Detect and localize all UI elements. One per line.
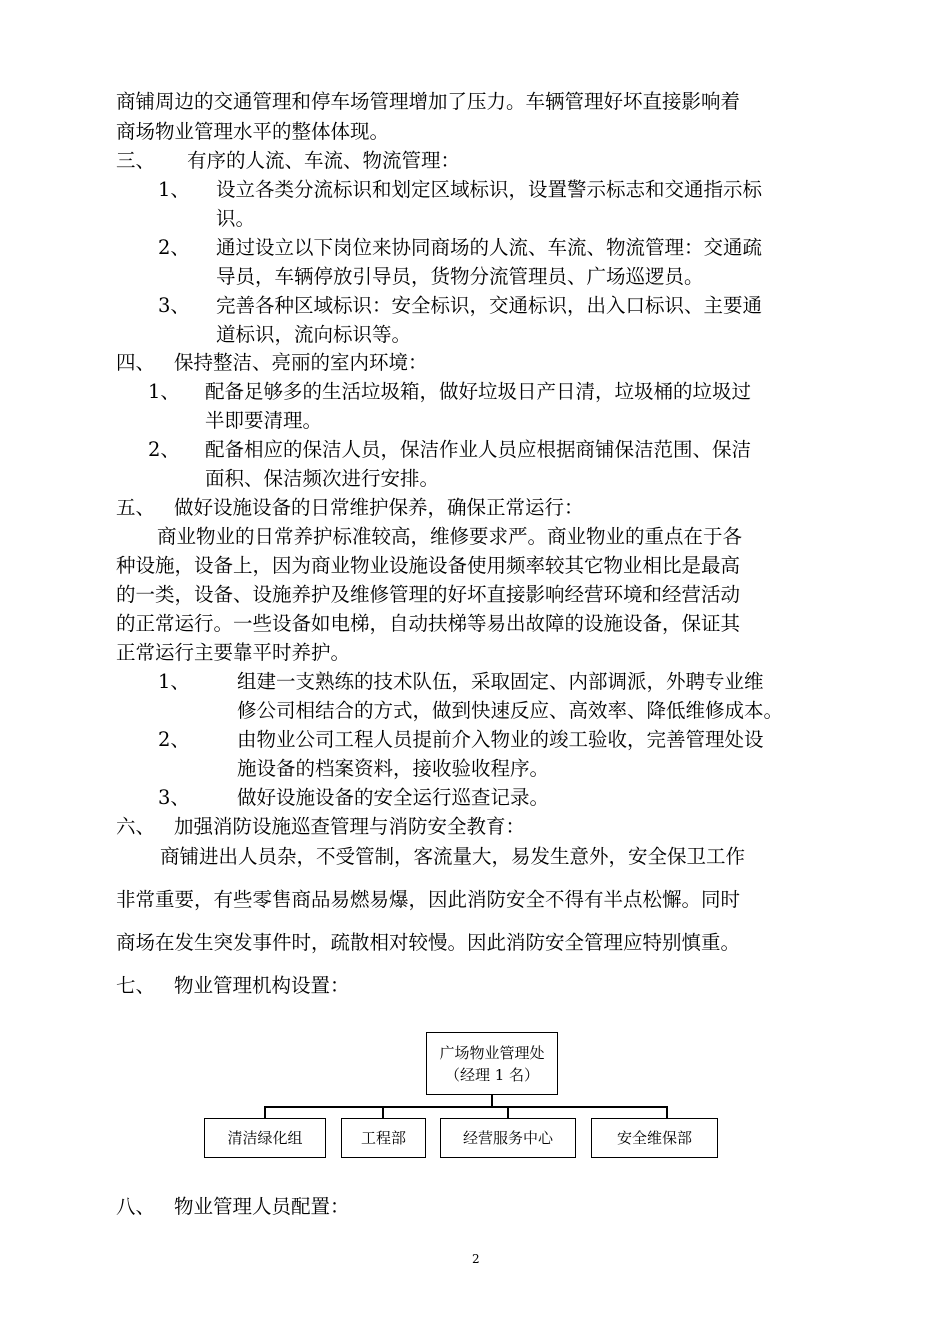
intro-line-1: 商铺周边的交通管理和停车场管理增加了压力。车辆管理好坏直接影响着	[116, 90, 741, 113]
section-5-number: 五、	[116, 496, 156, 519]
intro-line-2: 商场物业管理水平的整体体现。	[116, 120, 390, 143]
org-top-box	[426, 1032, 558, 1095]
section-8-number: 八、	[116, 1195, 156, 1218]
s4-item-1-line-2: 半即要清理。	[205, 409, 323, 432]
s4-item-1-number: 1、	[148, 380, 180, 403]
section-3-number: 三、	[116, 149, 156, 172]
section-6-number: 六、	[116, 815, 156, 838]
section-3-title: 有序的人流、车流、物流管理：	[187, 149, 461, 172]
s5-item-1-number: 1、	[158, 670, 190, 693]
s3-item-2-line-1: 通过设立以下岗位来协同商场的人流、车流、物流管理：交通疏	[216, 236, 763, 259]
s5-item-1-line-2: 修公司相结合的方式，做到快速反应、高效率、降低维修成本。	[237, 699, 784, 722]
section-7-number: 七、	[116, 974, 156, 997]
section-5-title: 做好设施设备的日常维护保养，确保正常运行：	[174, 496, 584, 519]
s5-item-2-number: 2、	[158, 728, 190, 751]
s4-item-2-line-2: 面积、保洁频次进行安排。	[205, 467, 440, 490]
s5-item-2-line-2: 施设备的档案资料，接收验收程序。	[237, 757, 550, 780]
section-7-title: 物业管理机构设置：	[174, 974, 350, 997]
s4-item-2-line-1: 配备相应的保洁人员，保洁作业人员应根据商铺保洁范围、保洁	[205, 438, 752, 461]
s5-item-3-number: 3、	[158, 786, 190, 809]
s5-item-1-line-1: 组建一支熟练的技术队伍，采取固定、内部调派，外聘专业维	[237, 670, 764, 693]
org-child-box-1	[204, 1118, 326, 1158]
s5-para-line-5: 正常运行主要靠平时养护。	[116, 641, 351, 664]
section-8-title: 物业管理人员配置：	[174, 1195, 350, 1218]
s3-item-1-line-2: 识。	[216, 207, 256, 230]
section-6-title: 加强消防设施巡查管理与消防安全教育：	[174, 815, 526, 838]
s3-item-1-line-1: 设立各类分流标识和划定区域标识，设置警示标志和交通指示标	[216, 178, 763, 201]
s4-item-2-number: 2、	[148, 438, 180, 461]
s6-para-line-1: 商铺进出人员杂，不受管制，客流量大，易发生意外，安全保卫工作	[160, 845, 746, 868]
s5-para-line-1: 商业物业的日常养护标准较高，维修要求严。商业物业的重点在于各	[157, 525, 743, 548]
page-number: 2	[472, 1252, 480, 1266]
s5-item-3-line-1: 做好设施设备的安全运行巡查记录。	[237, 786, 550, 809]
org-child-label-3: 经营服务中心	[462, 1129, 553, 1147]
section-4-title: 保持整洁、亮丽的室内环境：	[174, 351, 428, 374]
s3-item-3-number: 3、	[158, 294, 190, 317]
org-child-label-2: 工程部	[360, 1129, 406, 1147]
s3-item-3-line-2: 道标识，流向标识等。	[216, 323, 412, 346]
s6-para-line-3: 商场在发生突发事件时，疏散相对较慢。因此消防安全管理应特别慎重。	[116, 931, 741, 954]
org-child-label-1: 清洁绿化组	[227, 1129, 303, 1147]
org-child-box-2	[341, 1118, 426, 1158]
s3-item-2-number: 2、	[158, 236, 190, 259]
section-4-number: 四、	[116, 351, 156, 374]
org-child-box-4	[591, 1118, 718, 1158]
s3-item-2-line-2: 导员，车辆停放引导员，货物分流管理员、广场巡逻员。	[216, 265, 704, 288]
org-top-subtitle: （经理 1 名）	[444, 1065, 540, 1084]
s5-para-line-2: 种设施，设备上，因为商业物业设施设备使用频率较其它物业相比是最高	[116, 554, 741, 577]
org-connector-bar	[264, 1106, 667, 1108]
org-child-label-4: 安全维保部	[616, 1129, 692, 1147]
s5-para-line-3: 的一类，设备、设施养护及维修管理的好坏直接影响经营环境和经营活动	[116, 583, 741, 606]
s5-para-line-4: 的正常运行。一些设备如电梯，自动扶梯等易出故障的设施设备，保证其	[116, 612, 741, 635]
s3-item-3-line-1: 完善各种区域标识：安全标识，交通标识，出入口标识、主要通	[216, 294, 763, 317]
org-top-title: 广场物业管理处	[439, 1043, 545, 1062]
s4-item-1-line-1: 配备足够多的生活垃圾箱，做好垃圾日产日清，垃圾桶的垃圾过	[205, 380, 752, 403]
org-child-box-3	[440, 1118, 576, 1158]
s5-item-2-line-1: 由物业公司工程人员提前介入物业的竣工验收，完善管理处设	[237, 728, 764, 751]
s3-item-1-number: 1、	[158, 178, 190, 201]
s6-para-line-2: 非常重要，有些零售商品易燃易爆，因此消防安全不得有半点松懈。同时	[116, 888, 741, 911]
